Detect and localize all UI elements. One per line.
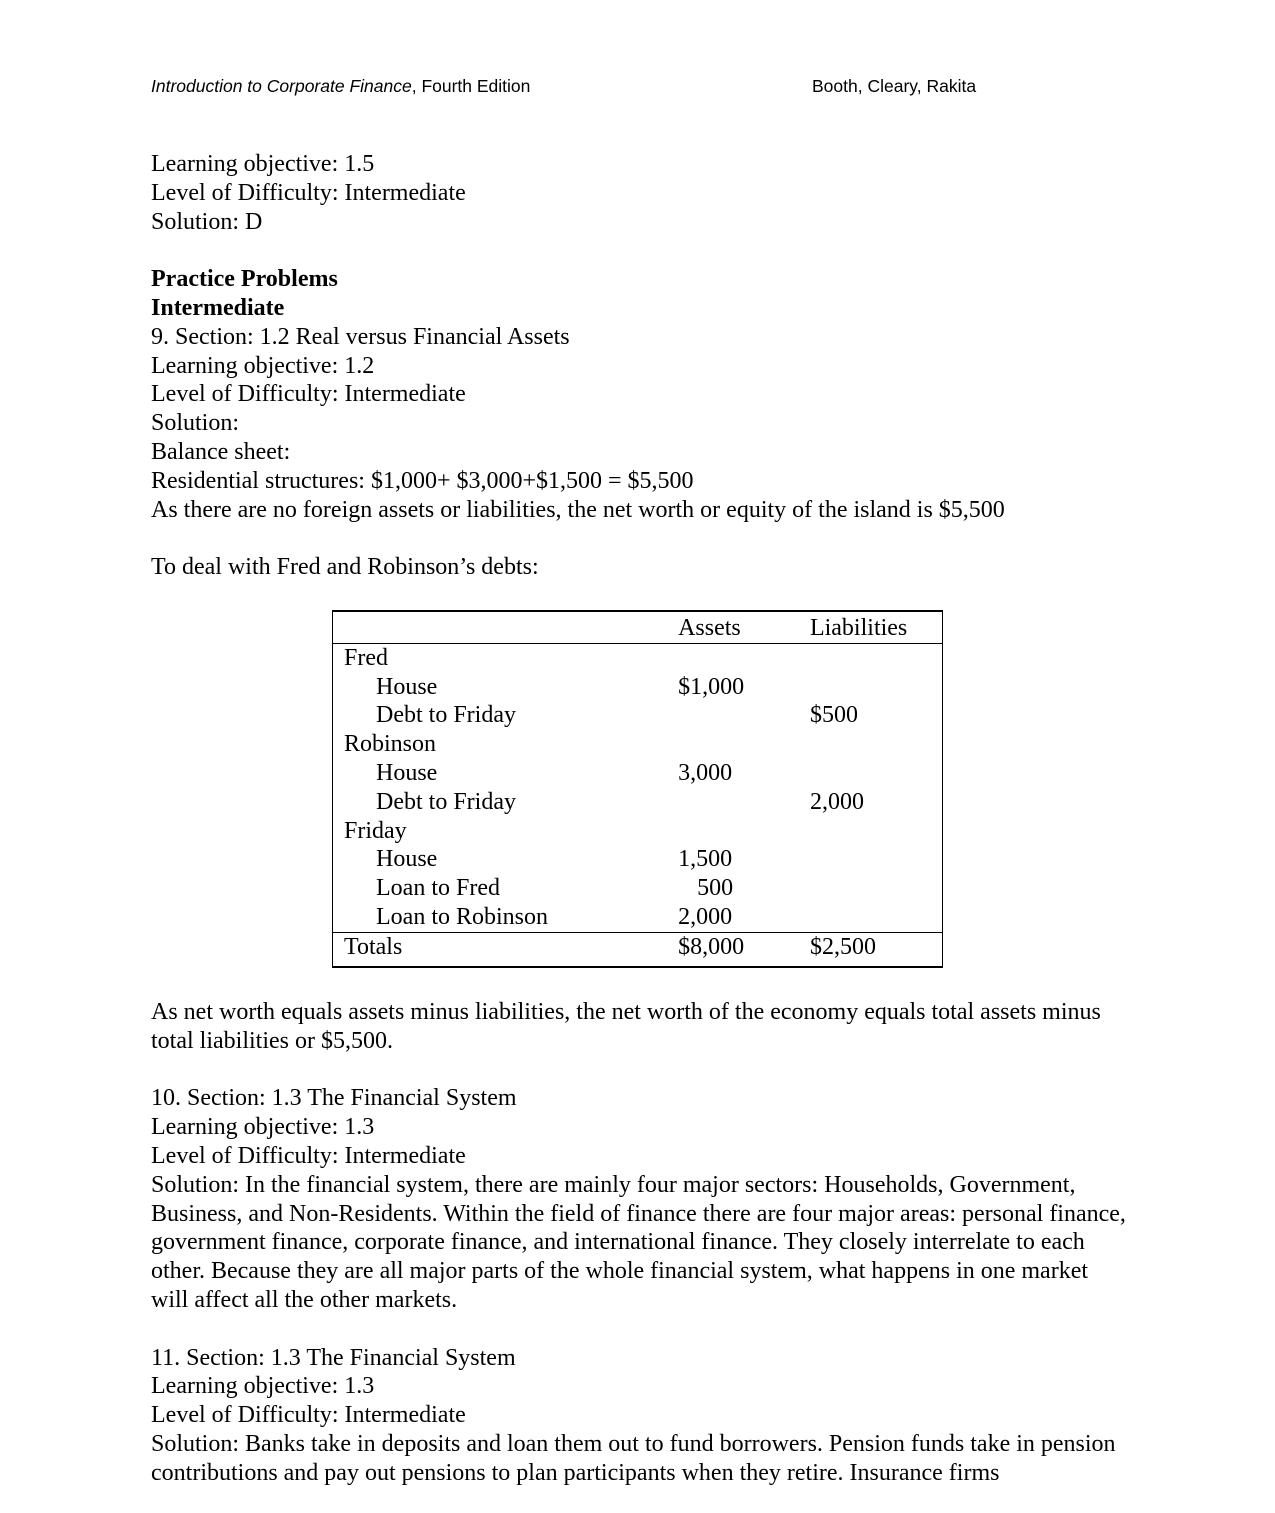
table-row [333, 673, 943, 702]
practice-heading: Practice Problems [151, 266, 338, 293]
row-liabilities [810, 759, 943, 788]
q9-conclusion: As net worth equals assets minus liabilities, the net worth of the economy equals total assets minus total liabilities or $5,500. [151, 999, 1101, 1054]
q9-learning-objective: Learning objective: 1.2 [151, 352, 375, 379]
row-label: Debt to Friday [376, 788, 516, 815]
row-assets: 500 [697, 875, 734, 902]
totals-row [333, 932, 943, 966]
row-label: House [376, 673, 438, 700]
book-edition: , Fourth Edition [411, 76, 531, 96]
q10-difficulty: Level of Difficulty: Intermediate [151, 1142, 466, 1169]
q9-balance-label: Balance sheet: [151, 438, 291, 465]
table-row [333, 759, 943, 788]
prev-solution: Solution: D [151, 208, 263, 235]
row-assets: $1,000 [678, 673, 745, 700]
row-assets [678, 701, 810, 730]
table-row [333, 874, 943, 903]
table-row [333, 730, 943, 759]
balance-sheet-table [332, 610, 943, 968]
row-label: Friday [344, 817, 407, 844]
table-row [333, 643, 943, 672]
header-blank-cell [333, 611, 679, 643]
row-assets [678, 788, 810, 817]
table-row [333, 903, 943, 932]
row-liabilities [810, 845, 943, 874]
page-body [151, 150, 1141, 582]
q9-difficulty: Level of Difficulty: Intermediate [151, 381, 466, 408]
book-title: Introduction to Corporate Finance [151, 76, 412, 96]
table-header-row [333, 611, 943, 643]
row-liabilities [810, 730, 943, 759]
q11-section: 11. Section: 1.3 The Financial System [151, 1344, 516, 1371]
header-authors: Booth, Cleary, Rakita [812, 76, 977, 96]
totals-label: Totals [333, 932, 679, 966]
row-assets: 1,500 [678, 846, 733, 873]
row-label: Debt to Friday [376, 702, 516, 729]
row-liabilities [810, 874, 943, 903]
totals-liabilities: $2,500 [810, 932, 943, 966]
q11-difficulty: Level of Difficulty: Intermediate [151, 1402, 466, 1429]
totals-assets: $8,000 [678, 932, 810, 966]
q10-section: 10. Section: 1.3 The Financial System [151, 1085, 517, 1112]
row-liabilities [810, 903, 943, 932]
table-row [333, 788, 943, 817]
row-assets [678, 730, 810, 759]
table-row [333, 701, 943, 730]
row-label: House [376, 759, 438, 786]
prev-difficulty: Level of Difficulty: Intermediate [151, 179, 466, 206]
q9-residential: Residential structures: $1,000+ $3,000+$1,500 = $5,500 [151, 467, 694, 494]
row-liabilities [810, 643, 943, 672]
header-book-title [151, 75, 530, 97]
row-assets: 3,000 [678, 759, 733, 786]
table-row [333, 817, 943, 846]
header-assets: Assets [678, 611, 810, 643]
row-label: Fred [344, 644, 388, 671]
q11-learning-objective: Learning objective: 1.3 [151, 1373, 375, 1400]
row-assets [678, 817, 810, 846]
row-liabilities: 2,000 [809, 788, 864, 815]
prev-learning-objective: Learning objective: 1.5 [151, 151, 375, 177]
row-label: Robinson [344, 731, 437, 758]
row-liabilities [810, 673, 943, 702]
page-body-continued [151, 998, 1131, 1488]
row-liabilities: $500 [809, 702, 858, 729]
row-label: Loan to Robinson [376, 903, 548, 930]
q9-net-worth: As there are no foreign assets or liabilities, the net worth or equity of the island is $5,500 [151, 496, 1005, 523]
row-assets [678, 643, 810, 672]
table-row [333, 845, 943, 874]
row-label: House [376, 846, 438, 873]
row-assets: 2,000 [678, 903, 733, 930]
q9-solution-label: Solution: [151, 410, 240, 437]
row-label: Loan to Fred [376, 875, 500, 902]
row-liabilities [810, 817, 943, 846]
header-liabilities: Liabilities [810, 611, 943, 643]
q9-section: 9. Section: 1.2 Real versus Financial Assets [151, 323, 570, 350]
q9-deal: To deal with Fred and Robinson’s debts: [151, 554, 539, 581]
q10-learning-objective: Learning objective: 1.3 [151, 1114, 375, 1141]
q10-solution: Solution: In the financial system, there are mainly four major sectors: Households, Government, Business, and Non-Residents. Within the field of finance there are four major areas: personal finance, government finance, corporate finance, and international finance. They closely interrelate to each other. Because they are all major parts of the whole financial system, what happens in one market will affect all the other markets. [151, 1171, 1126, 1313]
practice-subheading: Intermediate [151, 294, 285, 321]
q11-solution: Solution: Banks take in deposits and loan them out to fund borrowers. Pension funds take in pension contributions and pay out pensions to plan participants when they retire. Insurance firms [151, 1430, 1116, 1486]
